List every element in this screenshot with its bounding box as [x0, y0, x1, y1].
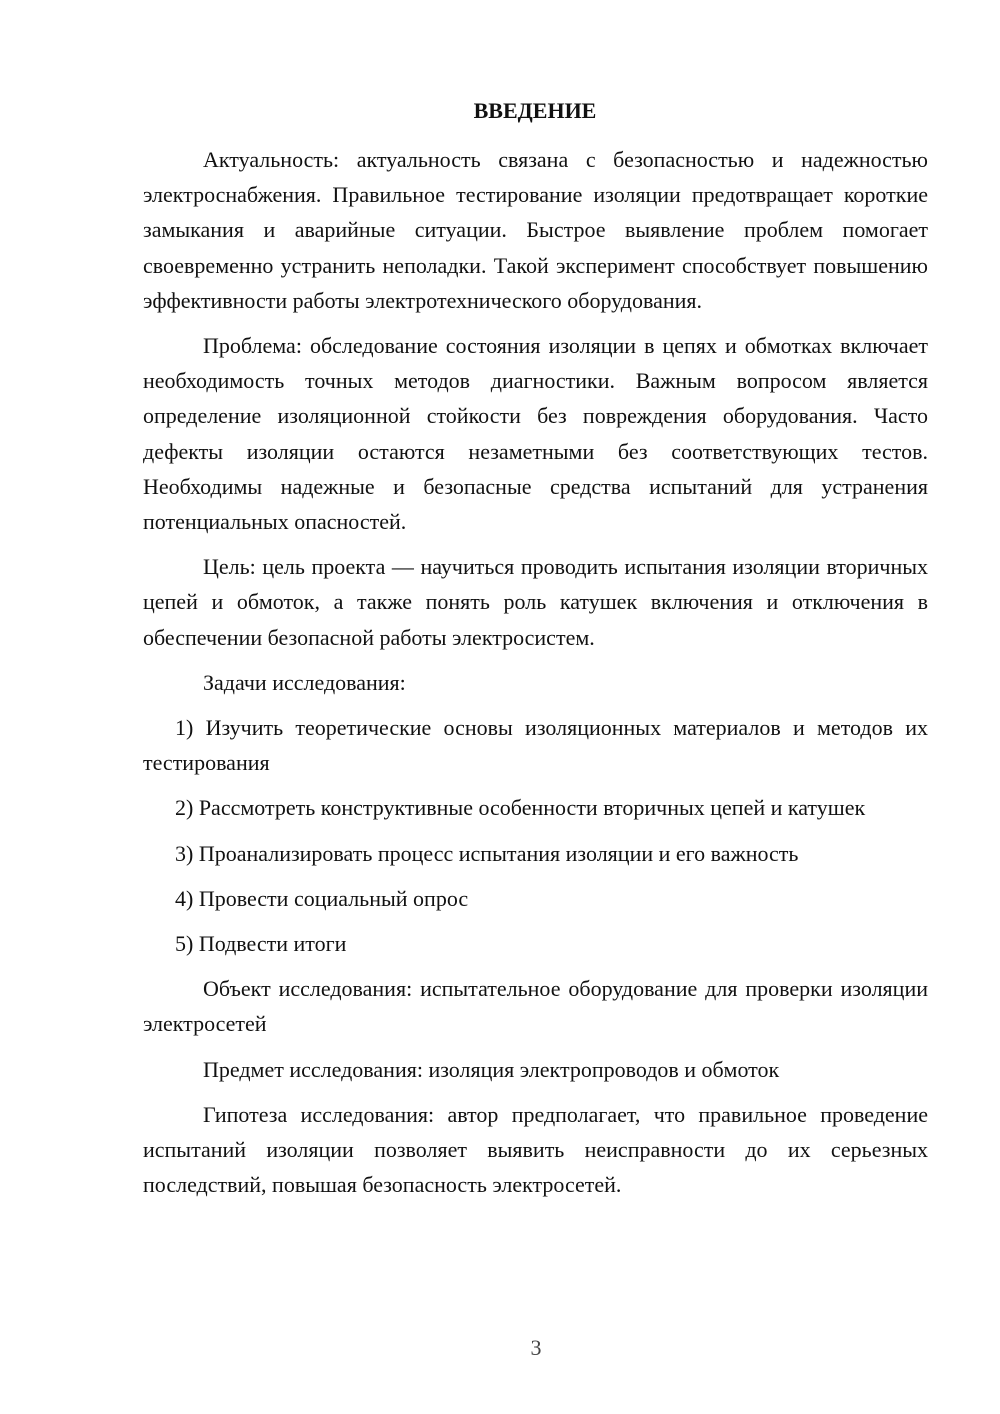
- paragraph-subject: Предмет исследования: изоляция электропроводов и обмоток: [203, 1056, 780, 1082]
- paragraph-tasks-heading: Задачи исследования:: [203, 669, 406, 695]
- paragraph-goal: Цель: цель проекта — научиться проводить испытания изоляции вторичных цепей и обмоток, а также понять роль катушек включения и отключения в обеспечении безопасной работы электросистем.: [143, 554, 928, 650]
- page-number: 3: [530, 1335, 542, 1360]
- paragraph-relevance: Актуальность: актуальность связана с безопасностью и надежностью электроснабжения. Правильное тестирование изоляции предотвращает короткие замыкания и аварийные ситуации. Быстрое выявление проблем помогает своевременно устранить неполадки. Такой эксперимент способствует повышению эффективности работы электротехнического оборудования.: [143, 147, 928, 313]
- task-item-4: 4) Провести социальный опрос: [175, 885, 469, 911]
- task-item-1: 1) Изучить теоретические основы изоляционных материалов и методов их тестирования: [143, 715, 928, 776]
- paragraph-problem: Проблема: обследование состояния изоляции в цепях и обмотках включает необходимость точных методов диагностики. Важным вопросом является определение изоляционной стойкости без повреждения оборудования. Часто дефекты изоляции остаются незаметными без соответствующих тестов. Необходимы надежные и безопасные средства испытаний для устранения потенциальных опасностей.: [143, 333, 928, 535]
- task-item-2: 2) Рассмотреть конструктивные особенности вторичных цепей и катушек: [175, 795, 866, 821]
- page-title: ВВЕДЕНИЕ: [473, 98, 597, 123]
- task-item-5: 5) Подвести итоги: [175, 931, 347, 957]
- task-item-3: 3) Проанализировать процесс испытания изоляции и его важность: [175, 840, 799, 866]
- document-body: [143, 142, 928, 1202]
- paragraph-hypothesis: Гипотеза исследования: автор предполагает, что правильное проведение испытаний изоляции позволяет выявить неисправности до их серьезных последствий, повышая безопасность электросетей.: [143, 1101, 928, 1198]
- paragraph-object: Объект исследования: испытательное оборудование для проверки изоляции электросетей: [143, 976, 928, 1037]
